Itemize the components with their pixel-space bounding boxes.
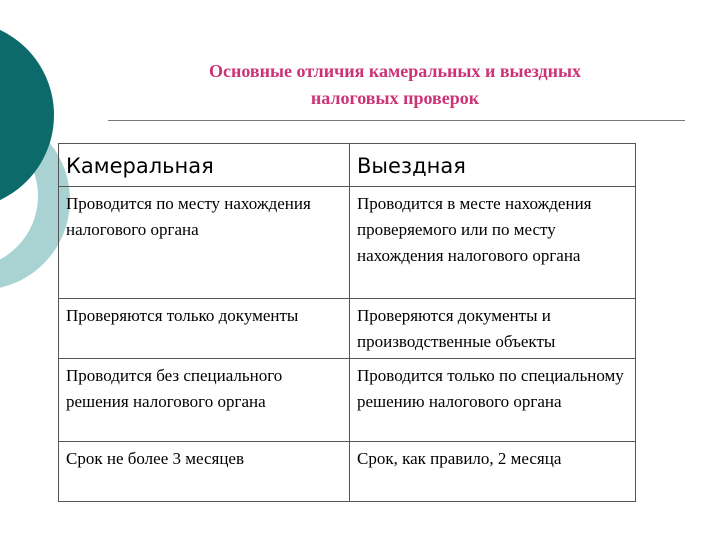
slide-title [110, 58, 680, 112]
table-cell: Срок, как правило, 2 месяца [350, 442, 636, 502]
title-divider [108, 120, 685, 121]
table-header-row [59, 144, 636, 187]
table-row [59, 299, 636, 359]
table-cell: Проводится по месту нахождения налогового органа [59, 187, 350, 299]
header-cell-desk-audit: Камеральная [59, 144, 350, 187]
table-cell: Проводится без специального решения налогового органа [59, 359, 350, 442]
title-line-2: налоговых проверок [310, 88, 480, 108]
title-line-1: Основные отличия камеральных и выездных [208, 61, 582, 81]
table-cell: Проводится только по специальному решению налогового органа [350, 359, 636, 442]
table-cell: Проверяются только документы [59, 299, 350, 359]
comparison-table [58, 143, 636, 502]
table-cell: Проводится в месте нахождения проверяемого или по месту нахождения налогового органа [350, 187, 636, 299]
header-cell-field-audit: Выездная [350, 144, 636, 187]
table-cell: Проверяются документы и производственные объекты [350, 299, 636, 359]
table-cell: Срок не более 3 месяцев [59, 442, 350, 502]
table-row [59, 359, 636, 442]
table-row [59, 187, 636, 299]
table-row [59, 442, 636, 502]
